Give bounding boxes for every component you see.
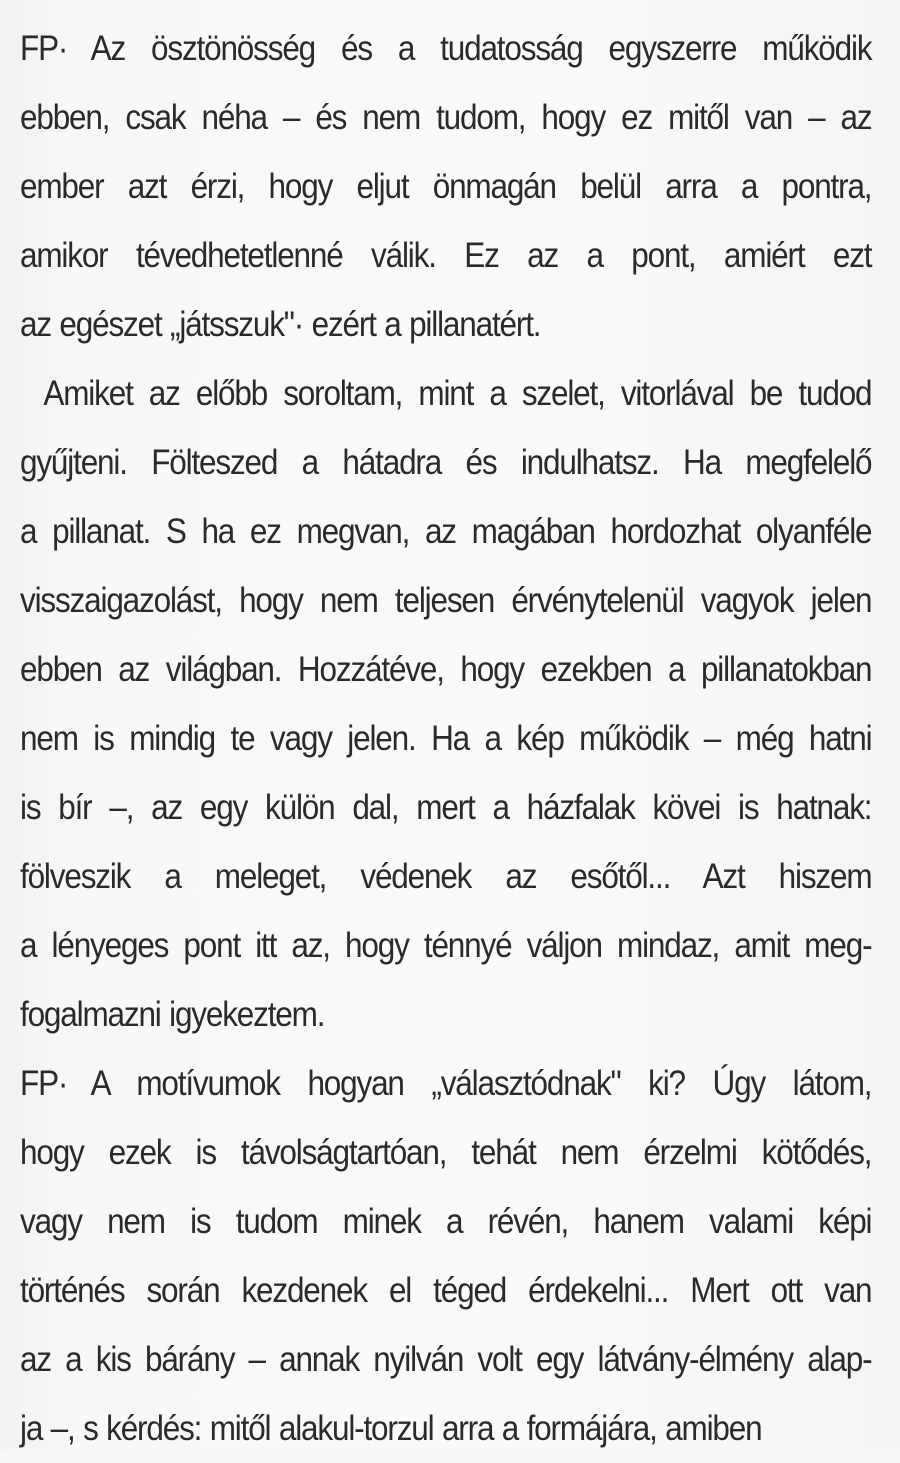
line-text: a pillanat. S ha ez megvan, az magában hordozhat olyanféle [20,512,872,551]
line-text: Az ösztönösség és a tudatosság egyszerre működik [90,29,872,68]
text-line [20,1187,871,1256]
text-line [20,635,871,704]
text-line [20,497,871,566]
paragraph-p2 [20,359,872,1049]
line-text: ebben, csak néha – és nem tudom, hogy ez mitől van – az [20,98,872,137]
line-text: nem is mindig te vagy jelen. Ha a kép működik – még hatni [20,719,872,758]
line-text: ebben az világban. Hozzátéve, hogy ezekben a pillanatokban [20,650,872,689]
line-text: az a kis bárány – annak nyilván volt egy látvány-élmény alap- [20,1340,872,1379]
text-line [20,152,871,221]
text-line [20,980,871,1049]
text-line [20,1325,871,1394]
line-text: fölveszik a meleget, védenek az esőtől... Azt hiszem [20,857,872,896]
line-text: vagy nem is tudom minek a révén, hanem valami képi [20,1202,872,1241]
line-text: az egészet „játsszuk"· ezért a pillanatért. [20,305,541,344]
text-line [20,1118,871,1187]
speaker-label: FP· [20,1064,68,1103]
line-text: is bír –, az egy külön dal, mert a házfalak kövei is hatnak: [20,788,872,827]
interview-text [20,14,872,1463]
text-line [20,566,871,635]
text-line [20,773,871,842]
line-text: fogalmazni igyekeztem. [20,995,325,1034]
line-text: Amiket az előbb soroltam, mint a szelet, vitorlával be tudod [43,374,872,413]
line-text: ja –, s kérdés: mitől alakul-torzul arra a formájára, amiben [20,1409,762,1448]
paragraph-p3 [20,1049,872,1463]
text-line [20,842,871,911]
paragraph-p1 [20,14,872,359]
text-line [20,83,871,152]
line-text: történés során kezdenek el téged érdekelni... Mert ott van [20,1271,872,1310]
text-line [20,221,871,290]
text-line [20,428,871,497]
line-text: ember azt érzi, hogy eljut önmagán belül arra a pontra, [20,167,872,206]
text-line [20,290,871,359]
line-text: A motívumok hogyan „választódnak" ki? Úgy látom, [90,1064,872,1103]
line-text: hogy ezek is távolságtartóan, tehát nem érzelmi kötődés, [20,1133,872,1172]
text-line [20,1256,871,1325]
text-line [20,359,871,428]
text-line [20,1394,871,1463]
speaker-label: FP· [20,29,68,68]
text-line [20,1049,871,1118]
line-text: visszaigazolást, hogy nem teljesen érvénytelenül vagyok jelen [20,581,872,620]
text-line [20,14,871,83]
text-line [20,704,871,773]
line-text: gyűjteni. Fölteszed a hátadra és indulhatsz. Ha megfelelő [20,443,872,482]
line-text: a lényeges pont itt az, hogy ténnyé váljon mindaz, amit meg- [20,926,872,965]
line-text: amikor tévedhetetlenné válik. Ez az a pont, amiért ezt [20,236,872,275]
text-line [20,911,871,980]
